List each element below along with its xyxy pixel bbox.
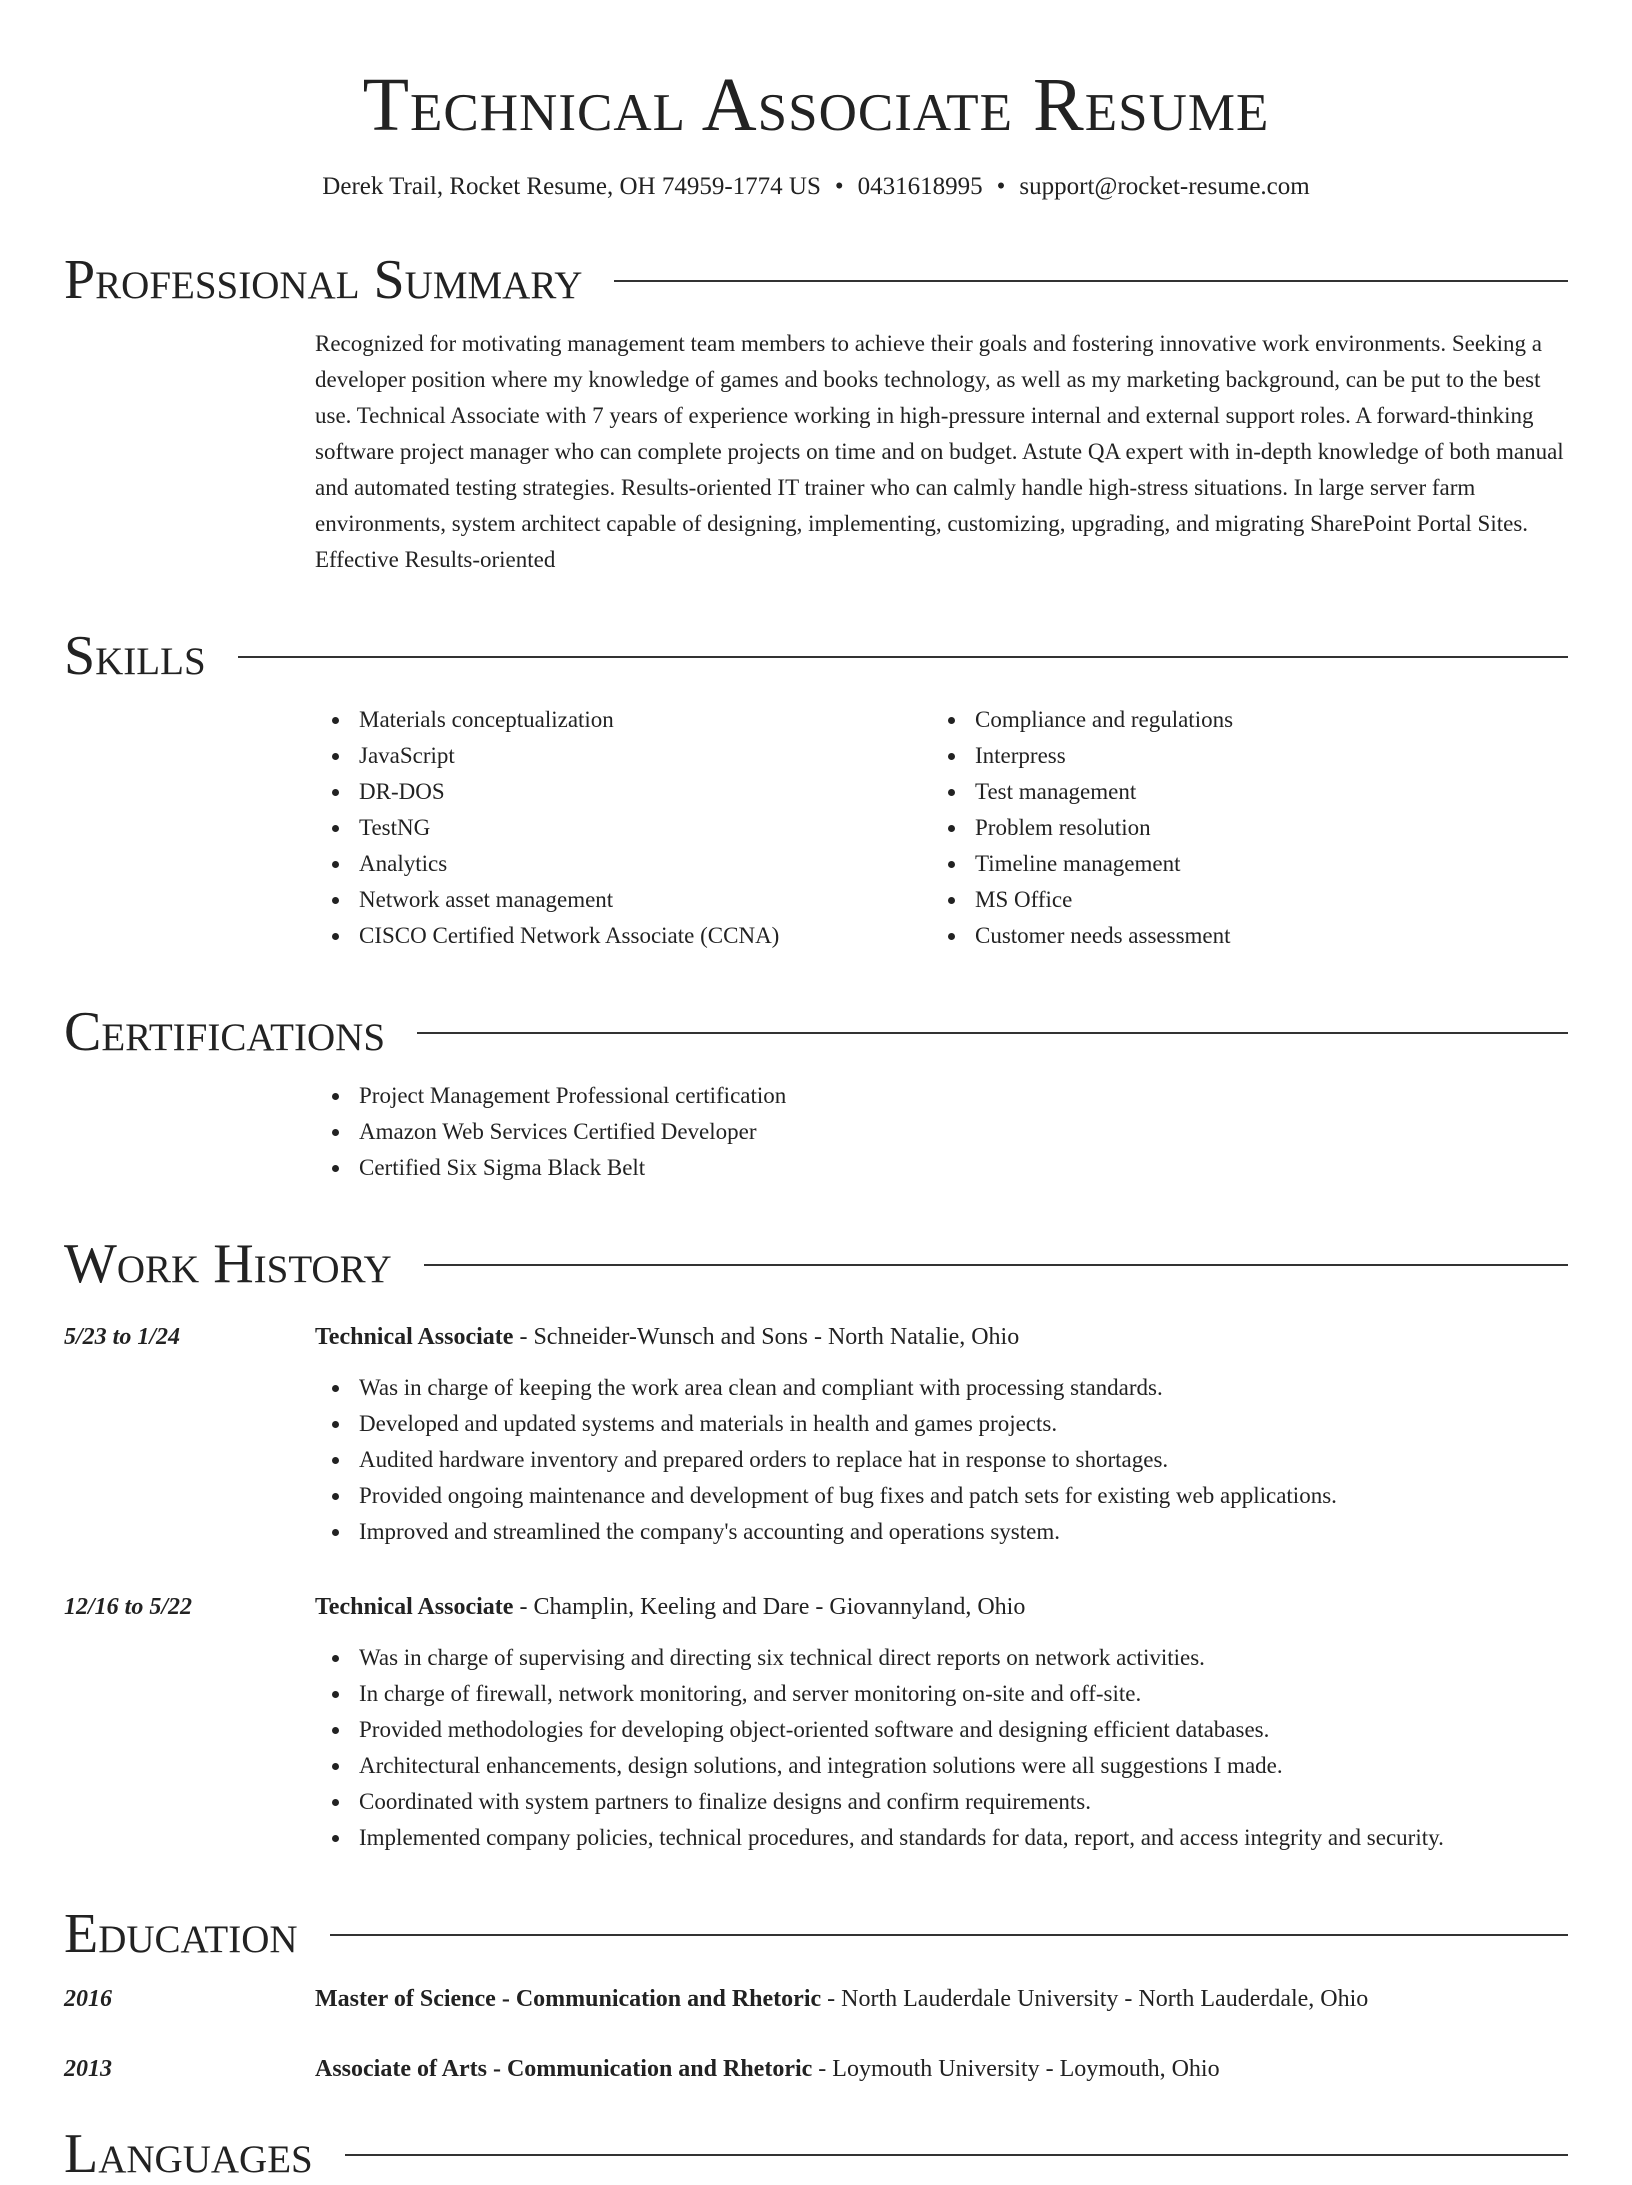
job-role bbox=[315, 1590, 1025, 1624]
languages-section-header bbox=[64, 2124, 1568, 2184]
skills-column-left bbox=[315, 702, 931, 954]
contact-address: Derek Trail, Rocket Resume, OH 74959-1774 US bbox=[322, 173, 821, 200]
skill-item: MS Office bbox=[931, 882, 1547, 918]
skill-item: Compliance and regulations bbox=[931, 702, 1547, 738]
skills-section-header bbox=[64, 626, 1568, 686]
job-entry-header bbox=[64, 1320, 1568, 1354]
skill-item: Analytics bbox=[315, 846, 931, 882]
education-degree-line bbox=[315, 2052, 1220, 2086]
education-year: 2013 bbox=[64, 2056, 112, 2082]
skill-item: CISCO Certified Network Associate (CCNA) bbox=[315, 918, 931, 954]
contact-line bbox=[64, 172, 1568, 202]
job-duty: Developed and updated systems and materials in health and games projects. bbox=[315, 1406, 1568, 1442]
contact-separator: • bbox=[996, 173, 1006, 200]
job-duties bbox=[315, 1370, 1568, 1550]
job-duty: Implemented company policies, technical procedures, and standards for data, report, and access integrity and security. bbox=[315, 1820, 1568, 1856]
contact-phone: 0431618995 bbox=[857, 173, 983, 200]
summary-section-header bbox=[64, 250, 1568, 310]
education-details: - North Lauderdale University - North Lauderdale, Ohio bbox=[821, 1986, 1369, 2012]
resume-page bbox=[64, 0, 1568, 2185]
skill-item: Test management bbox=[931, 774, 1547, 810]
skill-item: Problem resolution bbox=[931, 810, 1547, 846]
skill-item: DR-DOS bbox=[315, 774, 931, 810]
languages-heading: Languages bbox=[64, 2123, 313, 2185]
contact-separator: • bbox=[834, 173, 844, 200]
job-duties bbox=[315, 1640, 1568, 1856]
certifications-bullets bbox=[315, 1078, 1568, 1186]
education-year: 2016 bbox=[64, 1986, 112, 2012]
job-title: Technical Associate bbox=[315, 1324, 514, 1350]
job-duty: Provided ongoing maintenance and development of bug fixes and patch sets for existing web applications. bbox=[315, 1478, 1568, 1514]
section-divider bbox=[345, 2154, 1568, 2156]
summary-text: Recognized for motivating management team members to achieve their goals and fostering innovative work environments. Seeking a developer position where my knowledge of games and books technology, as well as my marketing background, can be put to the best use. Technical Associate with 7 years of experience working in high-pressure internal and external support roles. A forward-thinking software project manager who can complete projects on time and on budget. Astute QA expert with in-depth knowledge of both manual and automated testing strategies. Results-oriented IT trainer who can calmly handle high-stress situations. In large server farm environments, system architect capable of designing, implementing, customizing, upgrading, and migrating SharePoint Portal Sites. Effective Results-oriented bbox=[315, 331, 1564, 572]
job-duties-list bbox=[315, 1640, 1568, 1856]
job-duty: Was in charge of keeping the work area clean and compliant with processing standards. bbox=[315, 1370, 1568, 1406]
job-duty: Architectural enhancements, design solutions, and integration solutions were all suggestions I made. bbox=[315, 1748, 1568, 1784]
skills-heading: Skills bbox=[64, 625, 206, 687]
job-duty: In charge of firewall, network monitoring, and server monitoring on-site and off-site. bbox=[315, 1676, 1568, 1712]
certifications-section-header bbox=[64, 1002, 1568, 1062]
education-entry bbox=[64, 1982, 1568, 2016]
job-duty: Improved and streamlined the company's accounting and operations system. bbox=[315, 1514, 1568, 1550]
work-history-section-header bbox=[64, 1234, 1568, 1294]
section-divider bbox=[614, 280, 1568, 282]
job-role bbox=[315, 1320, 1019, 1354]
skill-item: Timeline management bbox=[931, 846, 1547, 882]
skill-item: TestNG bbox=[315, 810, 931, 846]
certification-item: Certified Six Sigma Black Belt bbox=[315, 1150, 1568, 1186]
work-history-heading: Work History bbox=[64, 1233, 392, 1295]
skill-item: Customer needs assessment bbox=[931, 918, 1547, 954]
education-degree: Associate of Arts - Communication and Rhetoric bbox=[315, 2056, 813, 2082]
job-dates: 12/16 to 5/22 bbox=[64, 1594, 193, 1620]
job-details: - Champlin, Keeling and Dare - Giovannyland, Ohio bbox=[513, 1594, 1026, 1620]
education-degree: Master of Science - Communication and Rhetoric bbox=[315, 1986, 822, 2012]
job-details: - Schneider-Wunsch and Sons - North Natalie, Ohio bbox=[513, 1324, 1020, 1350]
skill-item: Interpress bbox=[931, 738, 1547, 774]
certifications-list bbox=[315, 1078, 1568, 1186]
job-title: Technical Associate bbox=[315, 1594, 514, 1620]
education-section-header bbox=[64, 1904, 1568, 1964]
skills-list bbox=[315, 702, 1568, 954]
skills-column-right bbox=[931, 702, 1547, 954]
section-divider bbox=[424, 1264, 1568, 1266]
certifications-heading: Certifications bbox=[64, 1001, 386, 1063]
job-duty: Audited hardware inventory and prepared orders to replace hat in response to shortages. bbox=[315, 1442, 1568, 1478]
section-divider bbox=[330, 1934, 1568, 1936]
skill-item: Materials conceptualization bbox=[315, 702, 931, 738]
skill-item: JavaScript bbox=[315, 738, 931, 774]
education-details: - Loymouth University - Loymouth, Ohio bbox=[812, 2056, 1220, 2082]
job-duty: Was in charge of supervising and directing six technical direct reports on network activities. bbox=[315, 1640, 1568, 1676]
certification-item: Amazon Web Services Certified Developer bbox=[315, 1114, 1568, 1150]
education-heading: Education bbox=[64, 1903, 298, 1965]
skill-item: Network asset management bbox=[315, 882, 931, 918]
contact-email: support@rocket-resume.com bbox=[1019, 173, 1310, 200]
job-duty: Provided methodologies for developing object-oriented software and designing efficient databases. bbox=[315, 1712, 1568, 1748]
job-dates: 5/23 to 1/24 bbox=[64, 1324, 181, 1350]
job-duties-list bbox=[315, 1370, 1568, 1550]
job-duty: Coordinated with system partners to finalize designs and confirm requirements. bbox=[315, 1784, 1568, 1820]
summary-heading: Professional Summary bbox=[64, 249, 583, 311]
certification-item: Project Management Professional certification bbox=[315, 1078, 1568, 1114]
resume-title: Technical Associate Resume bbox=[362, 63, 1270, 147]
education-degree-line bbox=[315, 1982, 1368, 2016]
education-entry bbox=[64, 2052, 1568, 2086]
job-entry-header bbox=[64, 1590, 1568, 1624]
section-divider bbox=[417, 1032, 1568, 1034]
section-divider bbox=[238, 656, 1568, 658]
